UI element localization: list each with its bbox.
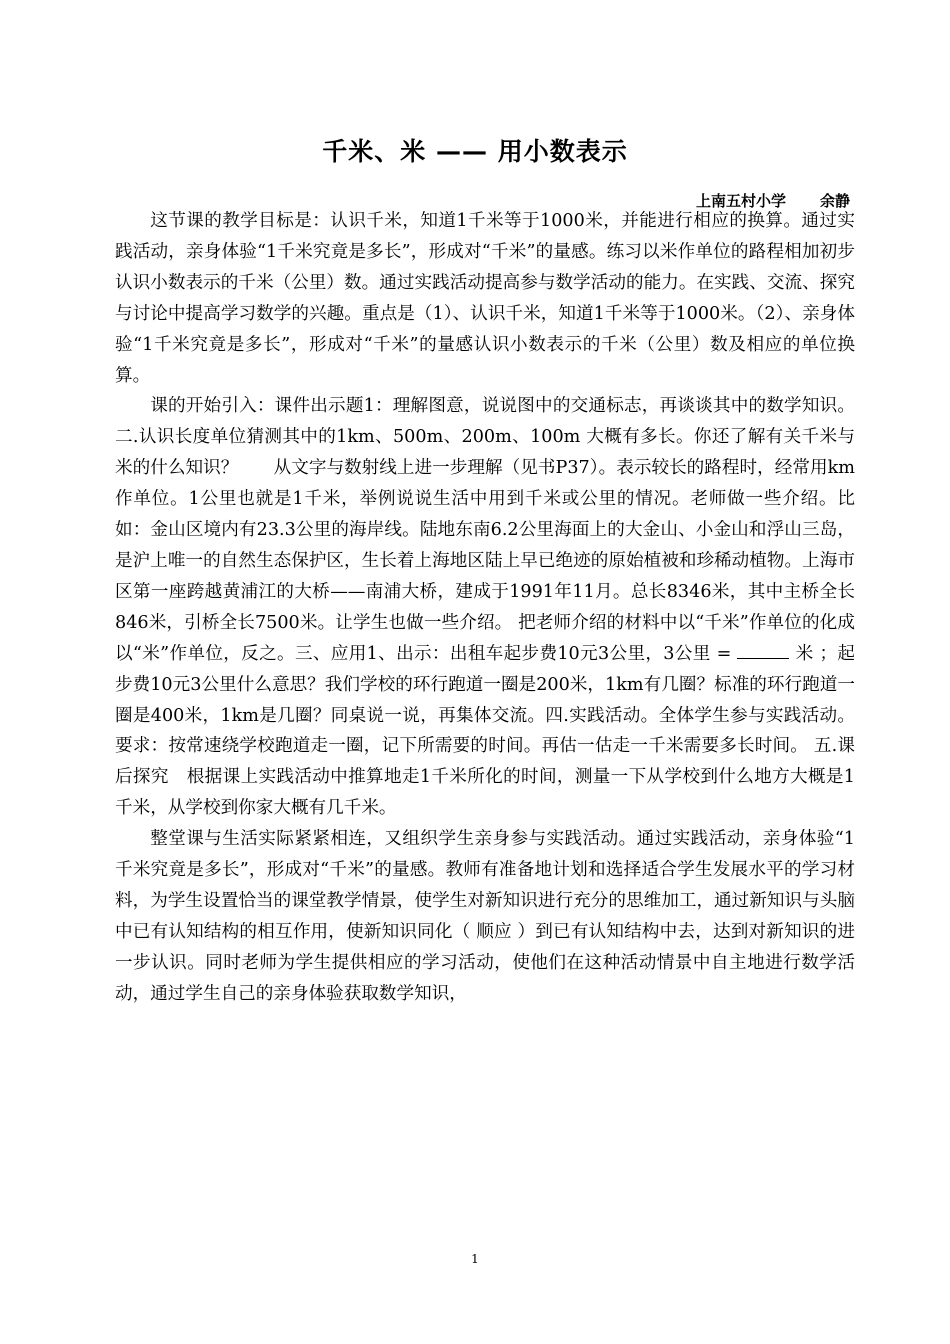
document-body [115,206,855,1010]
document-title: 千米、米 —— 用小数表示 [322,137,628,166]
paragraph-lesson-process-part1: 课的开始引入：课件出示题1：理解图意，说说图中的交通标志，再谈谈其中的数学知识。二.认识长度单位猜测其中的1km、500m、200m、100m 大概有多长。你还了解有关千米与米的什么知识？ 从文字与数射线上进一步理解（见书P37）。表示较长的路程时，经常用km作单位。1公里也就是1千米，举例说说生活中用到千米或公里的情况。老师做一些介绍。比如：金山区境内有23.3公里的海岸线。陆地东南6.2公里海面上的大金山、小金山和浮山三岛，是沪上唯一的自然生态保护区，生长着上海地区陆上早已绝迹的原始植被和珍稀动植物。上海市区第一座跨越黄浦江的大桥——南浦大桥，建成于1991年11月。总长8346米，其中主桥全长846米，引桥全长7500米。让学生也做一些介绍。 把老师介绍的材料中以“千米”作单位的化成以“米”作单位，反之。三、应用1、出示：出租车起步费10元3公里，3公里 = [115,396,855,664]
paragraph-lesson-process-part2: 米 ；起步费10元3公里什么意思？我们学校的环行跑道一圈是200米，1km有几圈？标准的环行跑道一圈是400米，1km是几圈？同桌说一说，再集体交流。四.实践活动。全体学生参与实践活动。要求：按常速绕学校跑道走一圈，记下所需要的时间。再估一估走一千米需要多长时间。 五.课后探究 根据课上实践活动中推算地走1千米所化的时间，测量一下从学校到什么地方大概是1千米，从学校到你家大概有几千米。 [115,643,855,819]
author-name: 余静 [819,192,850,210]
fill-in-blank [737,644,789,659]
paragraph-lesson-process [115,391,855,824]
paragraph-objectives: 这节课的教学目标是：认识千米，知道1千米等于1000米，并能进行相应的换算。通过实践活动，亲身体验“1千米究竟是多长”，形成对“千米”的量感。练习以米作单位的路程相加初步认识小数表示的千米（公里）数。通过实践活动提高参与数学活动的能力。在实践、交流、探究与讨论中提高学习数学的兴趣。重点是（1）、认识千米，知道1千米等于1000米。（2）、亲身体验“1千米究竟是多长”，形成对“千米”的量感认识小数表示的千米（公里）数及相应的单位换算。 [115,211,855,386]
page-number: 1 [471,1252,479,1266]
paragraph-reflection: 整堂课与生活实际紧紧相连，又组织学生亲身参与实践活动。通过实践活动，亲身体验“1千米究竟是多长”，形成对“千米”的量感。教师有准备地计划和选择适合学生发展水平的学习材料，为学生设置恰当的课堂教学情景，使学生对新知识进行充分的思维加工，通过新知识与头脑中已有认知结构的相互作用，使新知识同化（ 顺应 ）到已有认知结构中去，达到对新知识的进一步认识。同时老师为学生提供相应的学习活动，使他们在这种活动情景中自主地进行数学活动，通过学生自己的亲身体验获取数学知识， [115,829,855,1004]
author-school: 上南五村小学 [695,192,786,210]
